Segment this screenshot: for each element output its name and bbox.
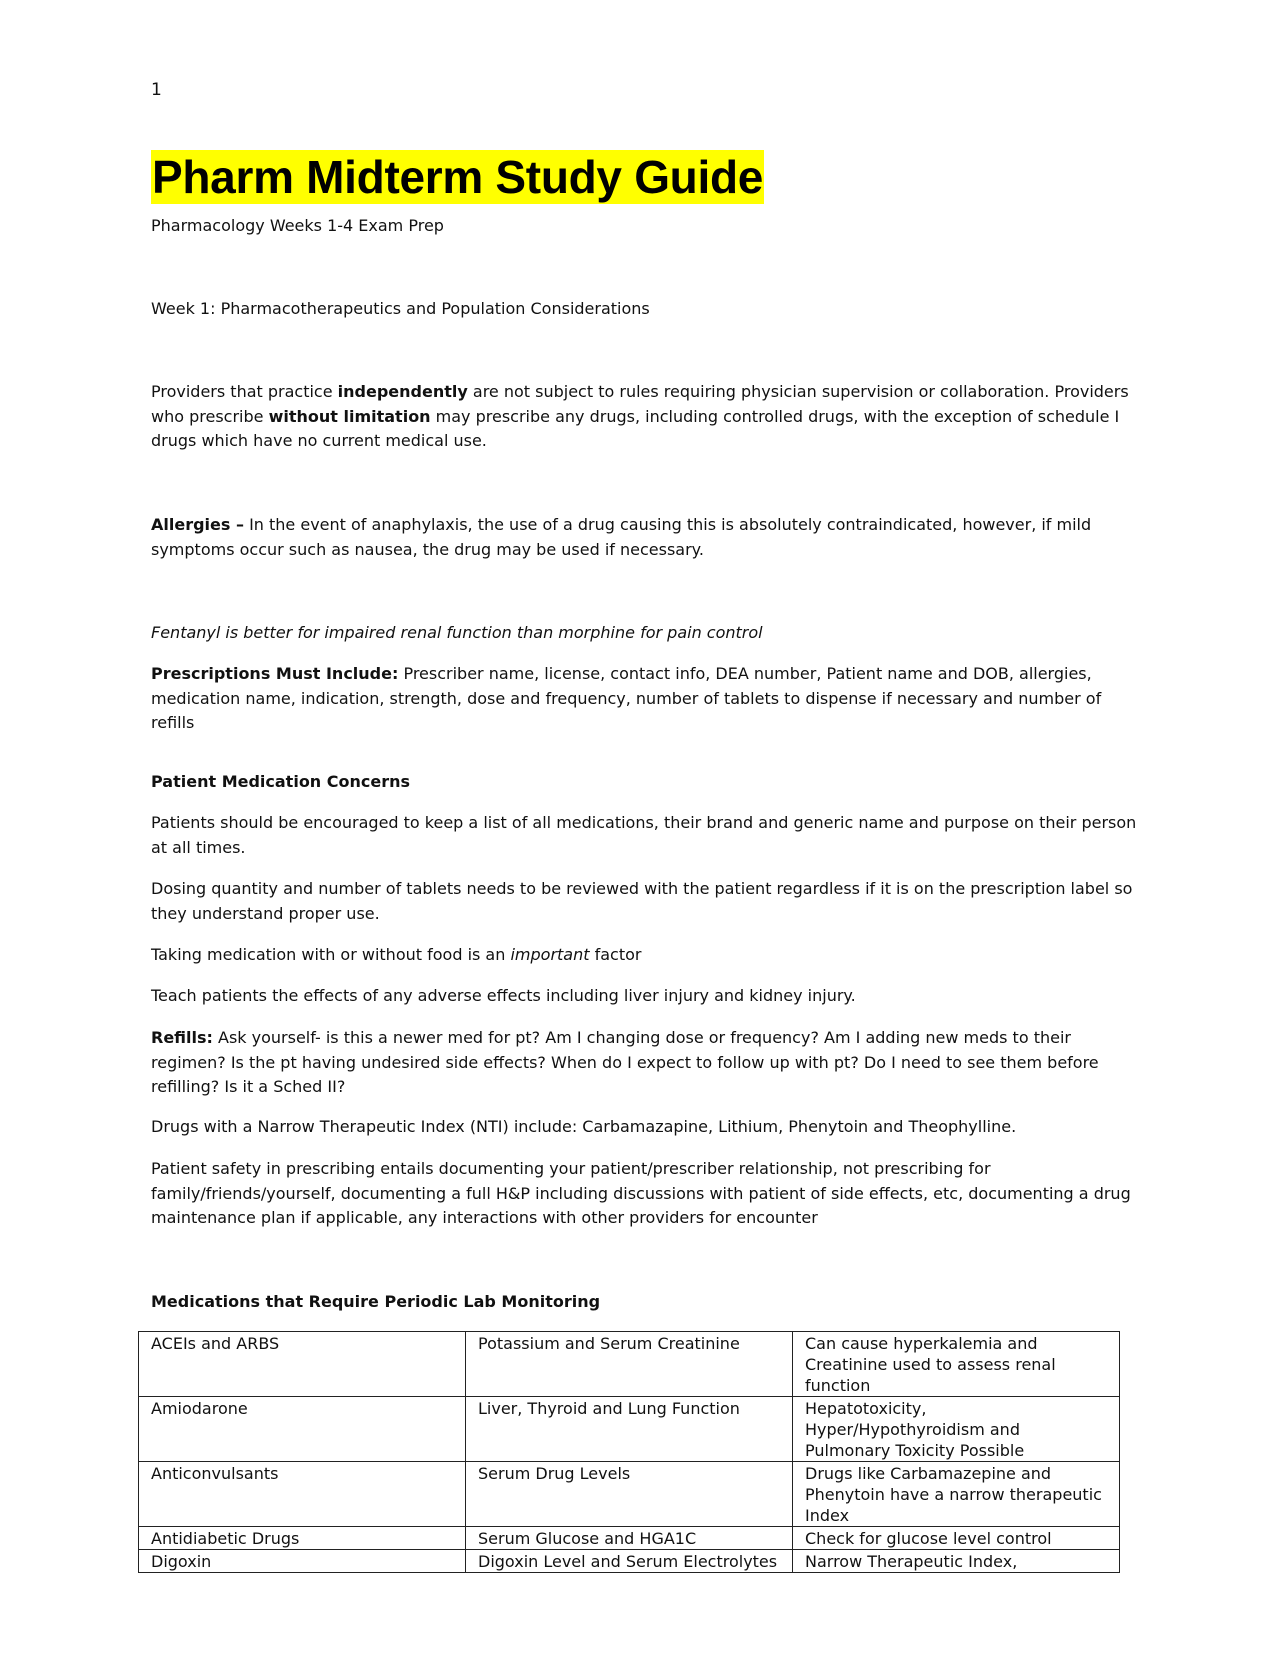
heading-text: Patient Medication Concerns: [151, 772, 411, 791]
document-title: Pharm Midterm Study Guide: [152, 151, 764, 203]
text: Providers that practice: [151, 382, 338, 401]
table-row: [139, 1332, 1120, 1397]
table-row: [139, 1397, 1120, 1462]
lab-cell: Liver, Thyroid and Lung Function: [466, 1397, 793, 1462]
table-row: [139, 1550, 1120, 1573]
lab-cell: Potassium and Serum Creatinine: [466, 1332, 793, 1397]
drug-cell: Anticonvulsants: [139, 1462, 466, 1527]
text: may prescribe any drugs, including controlled drugs, with the exception of schedule I drugs which have no current medical use.: [151, 406, 1120, 450]
paragraph-refills: [151, 1026, 1141, 1100]
note-cell: Drugs like Carbamazepine and Phenytoin have a narrow therapeutic Index: [793, 1462, 1120, 1527]
table-row: [139, 1527, 1120, 1550]
paragraph-safety: Patient safety in prescribing entails documenting your patient/prescriber relationship, not prescribing for family/friends/yourself, documenting a full H&P including discussions with patient of side effects, etc, documenting a drug maintenance plan if applicable, any interactions with other providers for encounter: [151, 1159, 1131, 1227]
paragraph-medication-list: Patients should be encouraged to keep a list of all medications, their brand and generic name and purpose on their person at all times.: [151, 813, 1137, 857]
paragraph-independent-practice: [151, 380, 1141, 454]
paragraph-prescriptions: [151, 662, 1141, 736]
text: In the event of anaphylaxis, the use of a drug causing this is absolutely contraindicated, however, if mild symptoms occur such as nausea, the drug may be used if necessary.: [151, 515, 1092, 559]
prescriptions-label: Prescriptions Must Include:: [151, 664, 399, 683]
italic-text: important: [510, 945, 590, 964]
refills-label: Refills:: [151, 1028, 213, 1047]
title-block: [151, 150, 764, 204]
text: are not subject to rules requiring physician supervision or collaboration. Providers who prescribe: [151, 382, 1129, 426]
lab-monitoring-table: [138, 1331, 1120, 1573]
bold-term: independently: [337, 382, 468, 401]
concerns-heading: [151, 770, 1141, 795]
bold-term: without limitation: [268, 406, 431, 426]
paragraph-dosing: Dosing quantity and number of tablets needs to be reviewed with the patient regardless if it is on the prescription label so they understand proper use.: [151, 879, 1133, 923]
paragraph-teach: Teach patients the effects of any adverse effects including liver injury and kidney injury.: [151, 986, 856, 1005]
italic-text: Fentanyl is better for impaired renal function than morphine for pain control: [151, 623, 763, 642]
lab-heading: [151, 1290, 1141, 1315]
allergies-label: Allergies –: [151, 515, 244, 534]
week-heading: Week 1: Pharmacotherapeutics and Population Considerations: [151, 299, 650, 318]
paragraph-fentanyl: [151, 621, 1141, 646]
note-cell: Hepatotoxicity, Hyper/Hypothyroidism and Pulmonary Toxicity Possible: [793, 1397, 1120, 1462]
note-cell: Check for glucose level control: [793, 1527, 1120, 1550]
paragraph-nti: Drugs with a Narrow Therapeutic Index (NTI) include: Carbamazapine, Lithium, Phenytoin and Theophylline.: [151, 1117, 1017, 1136]
text: Prescriber name, license, contact info, DEA number, Patient name and DOB, allergies, medication name, indication, strength, dose and frequency, number of tablets to dispense if necessary and number of refills: [151, 664, 1102, 732]
paragraph-allergies: [151, 513, 1141, 562]
note-cell: Narrow Therapeutic Index,: [793, 1550, 1120, 1573]
lab-cell: Digoxin Level and Serum Electrolytes: [466, 1550, 793, 1573]
note-cell: Can cause hyperkalemia and Creatinine used to assess renal function: [793, 1332, 1120, 1397]
lab-cell: Serum Glucose and HGA1C: [466, 1527, 793, 1550]
text: Taking medication with or without food is an: [151, 945, 511, 964]
drug-cell: Digoxin: [139, 1550, 466, 1573]
drug-cell: ACEIs and ARBS: [139, 1332, 466, 1397]
lab-cell: Serum Drug Levels: [466, 1462, 793, 1527]
table-row: [139, 1462, 1120, 1527]
heading-text: Medications that Require Periodic Lab Monitoring: [151, 1292, 601, 1311]
drug-cell: Antidiabetic Drugs: [139, 1527, 466, 1550]
text: Ask yourself- is this a newer med for pt? Am I changing dose or frequency? Am I adding new meds to their regimen? Is the pt having undesired side effects? When do I expect to follow up with pt? Do I need to see them before refilling? Is it a Sched II?: [151, 1028, 1099, 1096]
drug-cell: Amiodarone: [139, 1397, 466, 1462]
text: factor: [589, 945, 642, 964]
paragraph-food: [151, 943, 1141, 968]
page-number: 1: [151, 80, 162, 100]
document-subtitle: Pharmacology Weeks 1-4 Exam Prep: [151, 216, 444, 235]
